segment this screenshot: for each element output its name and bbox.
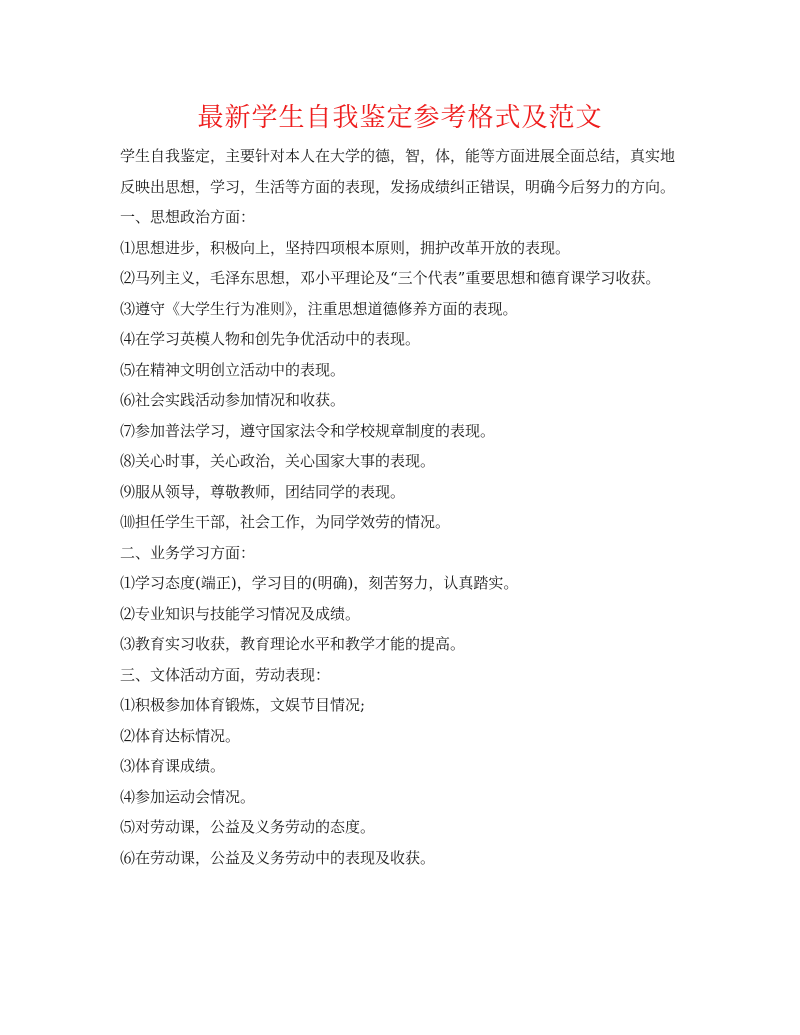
document-title: 最新学生自我鉴定参考格式及范文 bbox=[197, 103, 603, 133]
list-item: ⑵体育达标情况。 bbox=[120, 726, 241, 745]
list-item: ⑻关心时事，关心政治，关心国家大事的表现。 bbox=[120, 452, 436, 470]
list-item: ⑷在学习英模人物和创先争优活动中的表现。 bbox=[120, 330, 421, 348]
section-heading-study: 二、业务学习方面： bbox=[120, 543, 256, 562]
list-item: ⑹社会实践活动参加情况和收获。 bbox=[120, 391, 346, 409]
intro-paragraph: 学生自我鉴定，主要针对本人在大学的德，智，体，能等方面进展全面总结，真实地反映出思想，学习，生活等方面的表现，发扬成绩纠正错误，明确今后努力的方向。 bbox=[120, 147, 676, 196]
list-item: ⑺参加普法学习，遵守国家法令和学校规章制度的表现。 bbox=[120, 421, 496, 440]
list-item: ⑶体育课成绩。 bbox=[120, 757, 226, 775]
list-item: ⑼服从领导，尊敬教师，团结同学的表现。 bbox=[120, 482, 406, 501]
list-item: ⑵马列主义，毛泽东思想，邓小平理论及“三个代表”重要思想和德育课学习收获。 bbox=[120, 269, 661, 287]
list-item: ⑸对劳动课，公益及义务劳动的态度。 bbox=[120, 818, 376, 836]
list-item: ⑸在精神文明创立活动中的表现。 bbox=[120, 360, 346, 379]
document-body bbox=[120, 141, 680, 873]
section-heading-sports-labor: 三、文体活动方面，劳动表现： bbox=[120, 665, 331, 684]
list-item: ⑹在劳动课，公益及义务劳动中的表现及收获。 bbox=[120, 848, 436, 867]
list-item: ⑶遵守《大学生行为准则》，注重思想道德修养方面的表现。 bbox=[120, 299, 518, 318]
list-item: ⑴学习态度(端正)，学习目的(明确)，刻苦努力，认真踏实。 bbox=[120, 574, 519, 592]
list-item: ⑴思想进步，积极向上，坚持四项根本原则，拥护改革开放的表现。 bbox=[120, 238, 571, 257]
list-item: ⑽担任学生干部，社会工作，为同学效劳的情况。 bbox=[120, 513, 451, 531]
list-item: ⑶教育实习收获，教育理论水平和教学才能的提高。 bbox=[120, 635, 466, 653]
section-heading-political: 一、思想政治方面： bbox=[120, 208, 256, 226]
list-item: ⑵专业知识与技能学习情况及成绩。 bbox=[120, 604, 361, 623]
list-item: ⑷参加运动会情况。 bbox=[120, 787, 256, 806]
list-item: ⑴积极参加体育锻炼，文娱节目情况; bbox=[120, 696, 366, 714]
